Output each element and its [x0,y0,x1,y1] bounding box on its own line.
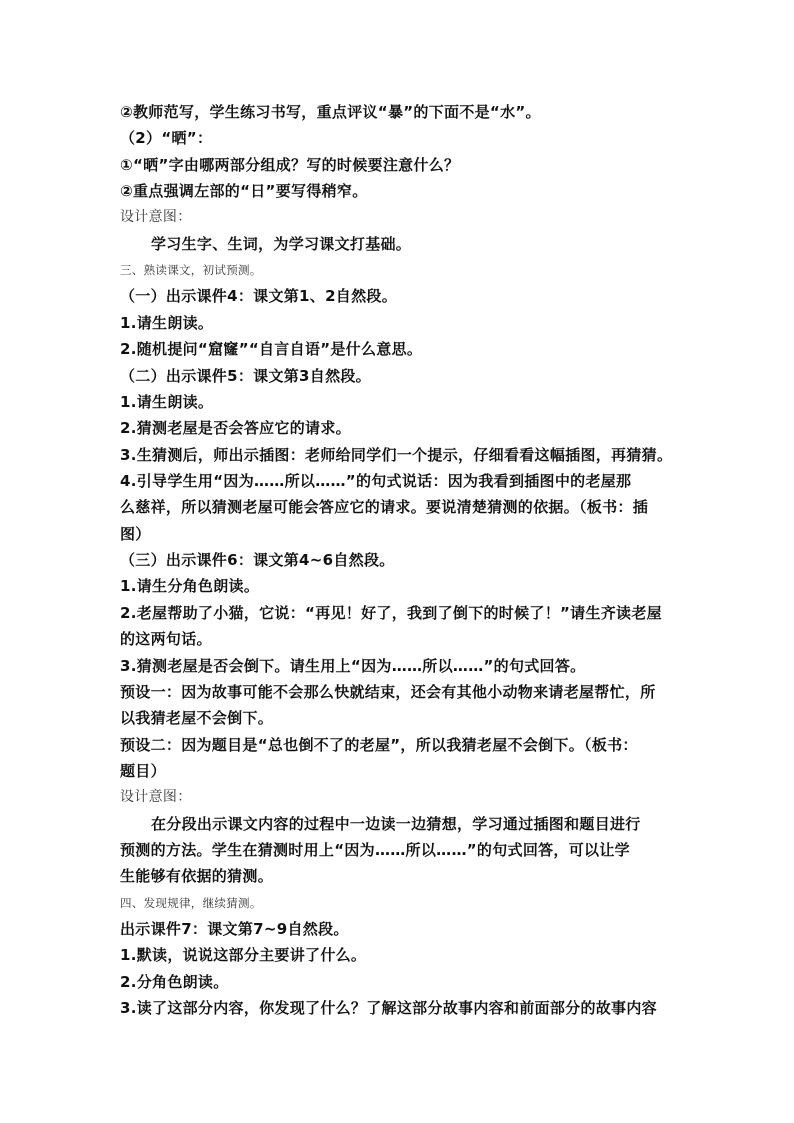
text-line: ①“晒”字由哪两部分组成？写的时候要注意什么？ [120,156,460,174]
text-line: 在分段出示课文内容的过程中一边读一边猜想，学习通过插图和题目进行 [151,815,641,833]
text-line: ②教师范写，学生练习书写，重点评议“暴”的下面不是“水”。 [120,103,541,121]
text-line: 出示课件7：课文第7~9自然段。 [120,920,349,938]
text-line: 3.生猜测后，师出示插图：老师给同学们一个提示，仔细看看这幅插图，再猜猜。 [120,446,673,464]
text-line: 2.随机提问“窟窿”“自言自语”是什么意思。 [120,340,423,358]
text-line: 2.老屋帮助了小猫，它说：“再见！好了，我到了倒下的时候了！”请生齐读老屋 [120,604,662,622]
text-line: 的这两句话。 [120,630,212,648]
text-line: 1.请生朗读。 [120,314,214,332]
text-line: 1.请生朗读。 [120,393,214,411]
text-line: （2）“晒”： [120,129,213,147]
text-line: 以我猜老屋不会倒下。 [120,709,274,727]
text-line: （三）出示课件6：课文第4~6自然段。 [120,551,395,569]
text-line: 预设二：因为题目是“总也倒不了的老屋”，所以我猜老屋不会倒下。（板书： [120,736,638,754]
text-line: 预设一：因为故事可能不会那么快就结束，还会有其他小动物来请老屋帮忙，所 [120,683,656,701]
text-line: 设计意图： [120,789,192,805]
text-line: 3.猜测老屋是否会倒下。请生用上“因为……所以……”的句式回答。 [120,657,586,675]
text-line: 1.默读，说说这部分主要讲了什么。 [120,946,367,964]
text-line: 2.分角色朗读。 [120,973,229,991]
text-line: （一）出示课件4：课文第1、2自然段。 [120,287,398,305]
text-line: 生能够有依据的猜测。 [120,867,274,885]
text-line: 2.猜测老屋是否会答应它的请求。 [120,419,351,437]
text-line: 图） [120,525,151,543]
text-line: 4.引导学生用“因为……所以……”的句式说话：因为我看到插图中的老屋那 [120,472,632,490]
section-heading: 三、熟读课文，初试预测。 [120,263,262,277]
text-line: 么慈祥，所以猜测老屋可能会答应它的请求。要说清楚猜测的依据。（板书：插 [120,498,649,516]
text-line: 预测的方法。学生在猜测时用上“因为……所以……”的句式回答，可以让学 [120,841,630,859]
text-line: （二）出示课件5：课文第3自然段。 [120,367,371,385]
text-line: 题目） [120,762,166,780]
text-line: ②重点强调左部的“日”要写得稍窄。 [120,182,368,200]
text-line: 3.读了这部分内容，你发现了什么？了解这部分故事内容和前面部分的故事内容 [120,999,657,1017]
section-heading: 四、发现规律，继续猜测。 [120,896,262,910]
text-line: 1.请生分角色朗读。 [120,577,260,595]
text-line: 学习生字、生词，为学习课文打基础。 [151,235,412,253]
text-line: 设计意图： [120,209,192,225]
